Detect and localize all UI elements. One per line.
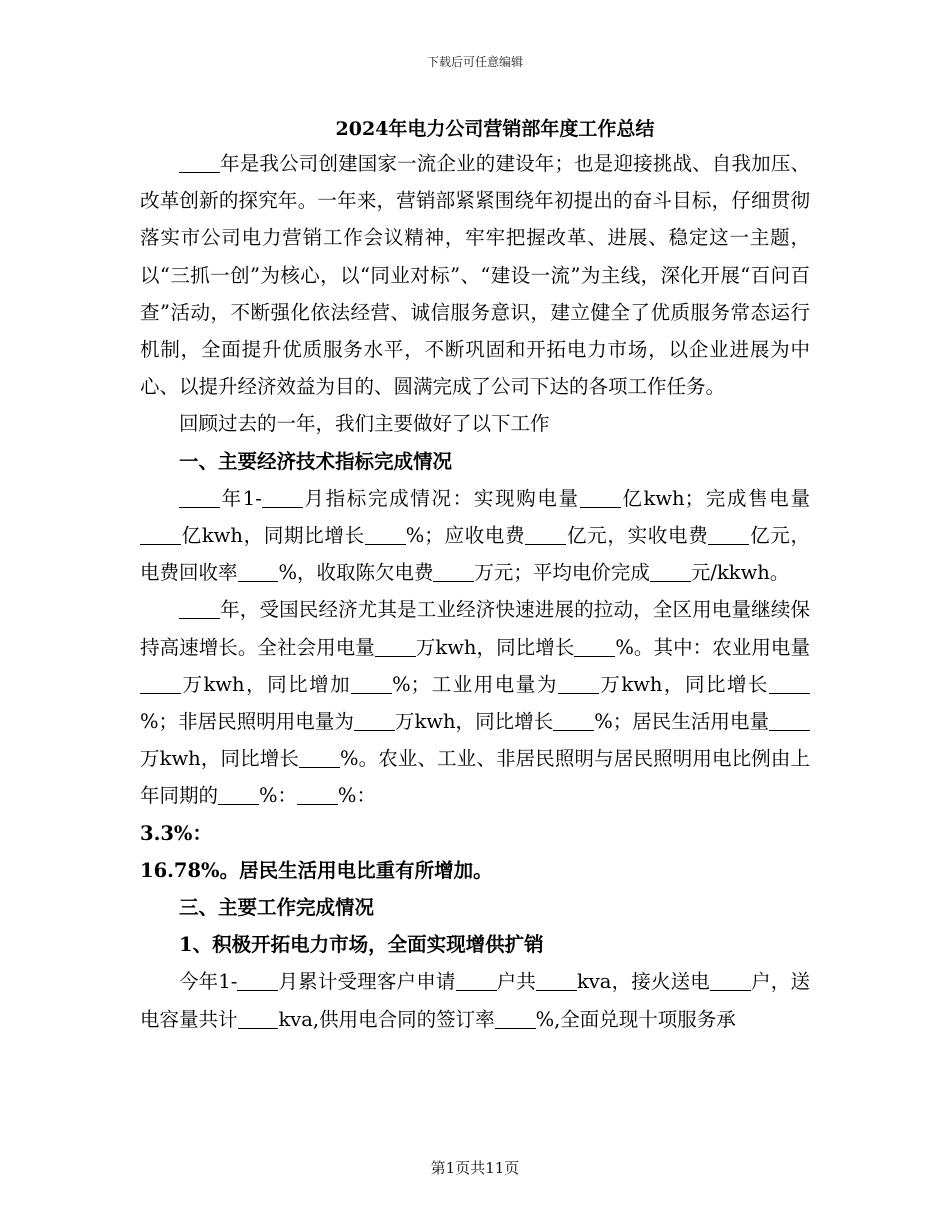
blank-field [495,1008,536,1029]
blank-field [553,711,594,732]
section-heading-1: 一、主要经济技术指标完成情况 [179,449,453,473]
blank-field [179,487,220,508]
blank-field [536,971,577,992]
blank-field [708,525,749,546]
section-heading-3: 三、主要工作完成情况 [179,896,375,920]
blank-field [769,673,810,694]
blank-field [218,785,259,806]
blank-field [140,525,181,546]
consumption-paragraph: 年，受国民经济尤其是工业经济快速进展的拉动，全区用电量继续保持高速增长。全社会用电量 万kwh，同比增长 %。其中：农业用电量万kwh，同比增加 %；工业用电量为 万kwh，同比增长%；非居民照明用电量为 万kwh，同比增长 %；居民生活用电量万kwh，同比增长 %。农业、工业、非居民照明与居民照明用电比例由上年同期的 %： %： [140,598,810,808]
blank-field [262,487,303,508]
blank-field [365,525,406,546]
blank-field [580,487,621,508]
blank-field [140,673,181,694]
blank-field [351,673,392,694]
blank-field [456,971,497,992]
blank-field [299,748,340,769]
blank-field [558,673,599,694]
blank-field [375,636,416,657]
page-header-note: 下载后可任意编辑 [426,55,523,69]
blank-field [574,636,615,657]
document-title: 2024年电力公司营销部年度工作总结 [335,118,655,140]
ratio-line-a: 3.3%： [140,821,212,845]
blank-field [433,562,474,583]
blank-field [525,525,566,546]
indicators-paragraph: 年1- 月指标完成情况：实现购电量 亿kwh；完成售电量亿kwh，同期比增长 %；应收电费 亿元，实收电费 亿元，电费回收率 %，收取陈欠电费 万元；平均电价完成 元/kkwh。 [140,486,810,585]
blank-field [650,562,691,583]
review-paragraph: 回顾过去的一年，我们主要做好了以下工作 [179,412,550,436]
page-number: 第1页共11页 [430,1159,520,1177]
intro-paragraph: 年是我公司创建国家一流企业的建设年；也是迎接挑战、自我加压、改革创新的探究年。一年来，营销部紧紧围绕年初提出的奋斗目标，仔细贯彻落实市公司电力营销工作会议精神，牢牢把握改革、进展、稳定这一主题，以“三抓一创”为核心，以“同业对标”、“建设一流”为主线，深化开展“百问百查”活动，不断强化依法经营、诚信服务意识，建立健全了优质服务常态运行机制，全面提升优质服务水平，不断巩固和开拓电力市场，以企业进展为中心、以提升经济效益为目的、圆满完成了公司下达的各项工作任务。 [140,152,810,399]
ratio-line-b: 16.78%。居民生活用电比重有所增加。 [140,858,493,882]
blank-field [238,562,279,583]
blank-field [179,153,220,174]
subsection-heading-3-1: 1、积极开拓电力市场，全面实现增供扩销 [179,933,544,957]
blank-field [769,711,810,732]
blank-field [238,1008,279,1029]
blank-field [354,711,395,732]
blank-field [297,785,338,806]
blank-field [710,971,751,992]
blank-field [237,971,278,992]
customer-paragraph: 今年1- 月累计受理客户申请 户共 kva，接火送电 户，送电容量共计 kva,供用电合同的签订率 %,全面兑现十项服务承 [140,970,810,1031]
blank-field [179,599,220,620]
document-body [140,145,810,1038]
